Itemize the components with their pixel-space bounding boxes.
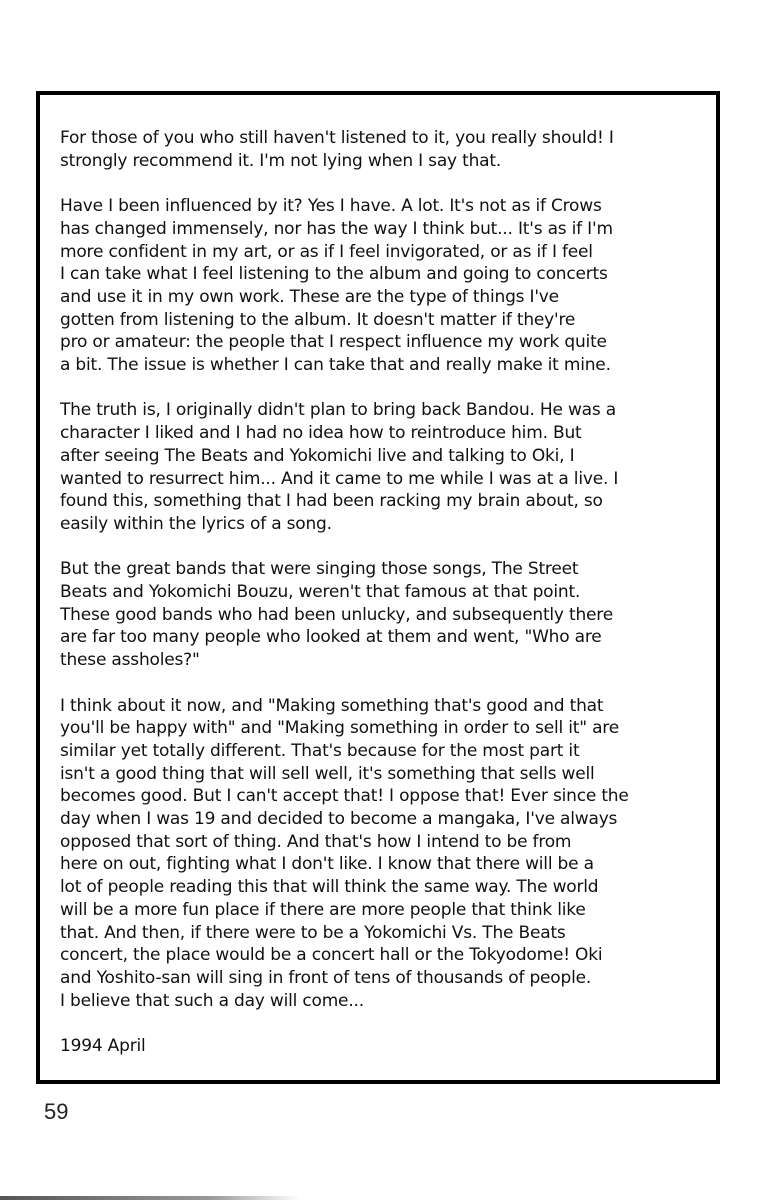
- paragraph-5: I think about it now, and "Making something that's good and that you'll be happy with" and "Making something in order to sell it" are similar yet totally different. That's because for the most part it isn't a good thing that will sell well, it's something that sells well becomes good. But I can't accept that! I oppose that! Ever since the day when I was 19 and decided to become a mangaka, I've always opposed that sort of thing. And that's how I intend to be from here on out, fighting what I don't like. I know that there will be a lot of people reading this that will think the same way. The world will be a more fun place if there are more people that think like that. And then, if there were to be a Yokomichi Vs. The Beats concert, the place would be a concert hall or the Tokyodome! Oki and Yoshito-san will sing in front of tens of thousands of people. I believe that such a day will come...: [60, 695, 629, 1011]
- page-number: 59: [44, 1099, 69, 1124]
- body-text: [60, 127, 712, 1080]
- text-panel: [36, 91, 720, 1084]
- paragraph-3: The truth is, I originally didn't plan to bring back Bandou. He was a character I liked and I had no idea how to reintroduce him. But after seeing The Beats and Yokomichi live and talking to Oki, I wanted to resurrect him... And it came to me while I was at a live. I found this, something that I had been racking my brain about, so easily within the lyrics of a song.: [60, 400, 619, 534]
- paragraph-4: But the great bands that were singing those songs, The Street Beats and Yokomichi Bouzu, weren't that famous at that point. These good bands who had been unlucky, and subsequently there are far too many people who looked at them and went, "Who are these assholes?": [60, 559, 613, 671]
- date-line: 1994 April: [60, 1036, 146, 1057]
- bottom-edge-line: [0, 1196, 300, 1200]
- paragraph-2: Have I been influenced by it? Yes I have. A lot. It's not as if Crows has changed immensely, nor has the way I think but... It's as if I'm more confident in my art, or as if I feel invigorated, or as if I feel I can take what I feel listening to the album and going to concerts and use it in my own work. These are the type of things I've gotten from listening to the album. It doesn't matter if they're pro or amateur: the people that I respect influence my work quite a bit. The issue is whether I can take that and really make it mine.: [60, 196, 613, 376]
- paragraph-1: For those of you who still haven't listened to it, you really should! I strongly recommend it. I'm not lying when I say that.: [60, 128, 614, 171]
